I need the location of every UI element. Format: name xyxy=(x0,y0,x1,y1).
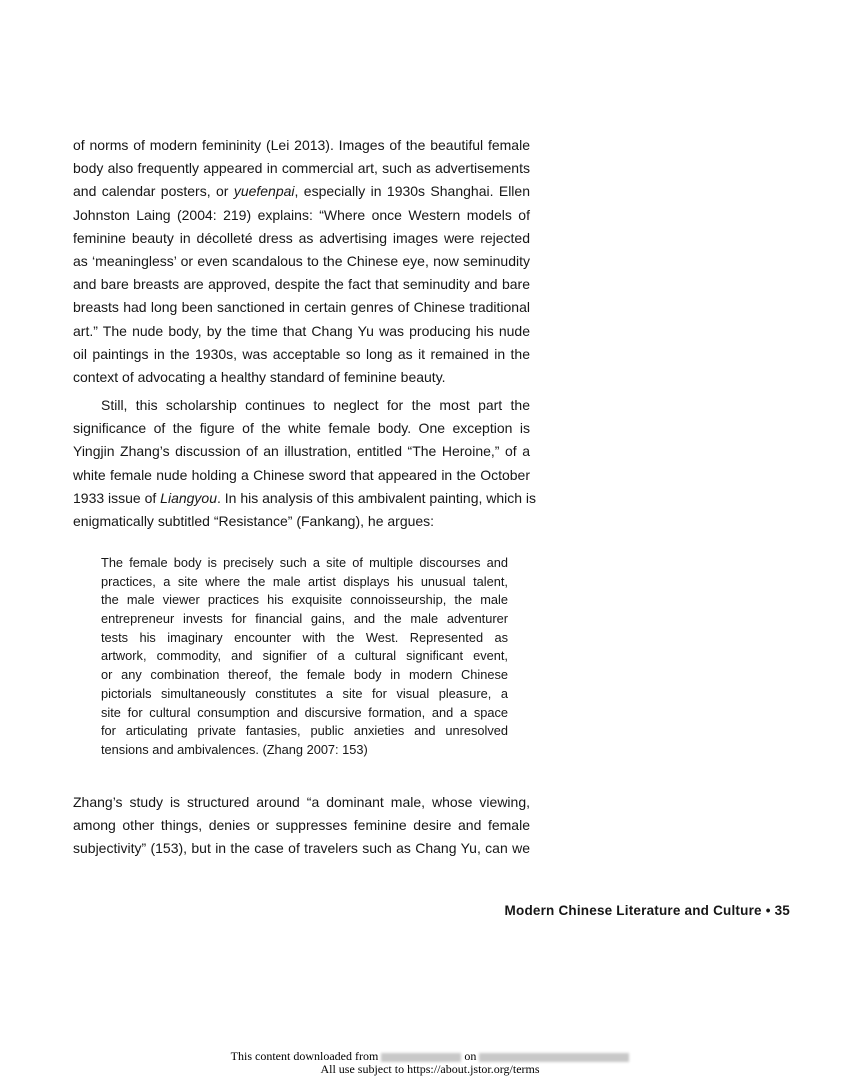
text-line: among other things, denies or suppresses feminine desire and female xyxy=(73,817,530,834)
text-line: Zhang’s study is structured around “a dominant male, whose viewing, xyxy=(73,794,530,810)
text-line: oil paintings in the 1930s, was acceptable so long as it remained in the xyxy=(73,345,530,362)
separator: • xyxy=(765,903,771,918)
text-line: practices, a site where the male artist displays his unusual talent, xyxy=(101,573,508,589)
text-line: subjectivity” (153), but in the case of travelers such as Chang Yu, can we xyxy=(73,840,530,857)
text-line xyxy=(73,487,537,510)
text-line: and bare breasts are approved, despite the fact that seminudity and bare xyxy=(73,276,530,293)
text-line: Johnston Laing (2004: 219) explains: “Where once Western models of xyxy=(73,206,530,223)
terms-notice: All use subject to https://about.jstor.org/terms xyxy=(320,1062,540,1076)
text-line: The female body is precisely such a site of multiple discourses and xyxy=(101,555,508,570)
text-line: art.” The nude body, by the time that Chang Yu was producing his nude xyxy=(73,322,530,339)
block-quote xyxy=(101,554,508,760)
text-line: entrepreneur invests for financial gains, and the male adventurer xyxy=(101,611,508,627)
download-notice xyxy=(0,1050,860,1063)
text-line: site for cultural consumption and discursive formation, and a space xyxy=(101,704,508,720)
running-footer xyxy=(505,903,790,918)
text-line: pictorials simultaneously constitutes a site for visual pleasure, a xyxy=(101,685,508,701)
text-segment: , especially in 1930s Shanghai. Ellen xyxy=(294,183,530,200)
text-line xyxy=(73,180,530,203)
text-line: enigmatically subtitled “Resistance” (Fankang), he argues: xyxy=(73,512,435,529)
download-on: on xyxy=(464,1049,477,1063)
text-segment: . In his analysis of this ambivalent painting, which is xyxy=(217,489,537,506)
text-line: tensions and ambivalences. (Zhang 2007: 153) xyxy=(101,741,368,757)
text-line: significance of the figure of the white female body. One exception is xyxy=(73,420,530,437)
text-line: body also frequently appeared in commercial art, such as advertisements xyxy=(73,160,530,177)
paragraph-3 xyxy=(73,791,530,861)
paragraph-1 xyxy=(73,134,530,389)
text-line: or any combination thereof, the female body in modern Chinese xyxy=(101,667,508,683)
page-number: 35 xyxy=(774,903,790,918)
text-line: tests his imaginary encounter with the West. Represented as xyxy=(101,629,508,645)
journal-title: Modern Chinese Literature and Culture xyxy=(504,903,762,918)
text-line: feminine beauty in décolleté dress as advertising images were rejected xyxy=(73,229,530,246)
text-line: white female nude holding a Chinese sword that appeared in the October xyxy=(73,466,530,483)
paragraph-2 xyxy=(73,394,537,533)
redacted-date xyxy=(479,1053,629,1062)
text-line: breasts had long been sanctioned in certain genres of Chinese traditional xyxy=(73,299,530,316)
italic-term: yuefenpai xyxy=(233,183,295,200)
text-line: of norms of modern femininity (Lei 2013). Images of the beautiful female xyxy=(73,137,530,153)
italic-term: Liangyou xyxy=(160,489,217,506)
text-line: as ‘meaningless’ or even scandalous to the Chinese eye, now seminudity xyxy=(73,252,530,269)
text-line: artwork, commodity, and signifier of a cultural significant event, xyxy=(101,648,508,664)
text-line: for articulating private fantasies, public anxieties and unresolved xyxy=(101,723,508,739)
text-line: Yingjin Zhang’s discussion of an illustration, entitled “The Heroine,” of a xyxy=(73,443,530,460)
text-segment: and calendar posters, or xyxy=(73,183,234,200)
download-prefix: This content downloaded from xyxy=(230,1049,379,1063)
jstor-footer xyxy=(0,1050,860,1076)
text-segment: 1933 issue of xyxy=(73,489,161,506)
text-line: context of advocating a healthy standard of feminine beauty. xyxy=(73,368,446,385)
text-line: the male viewer practices his exquisite connoisseurship, the male xyxy=(101,592,508,608)
text-line: Still, this scholarship continues to neglect for the most part the xyxy=(101,397,530,413)
redacted-ip xyxy=(381,1053,461,1062)
